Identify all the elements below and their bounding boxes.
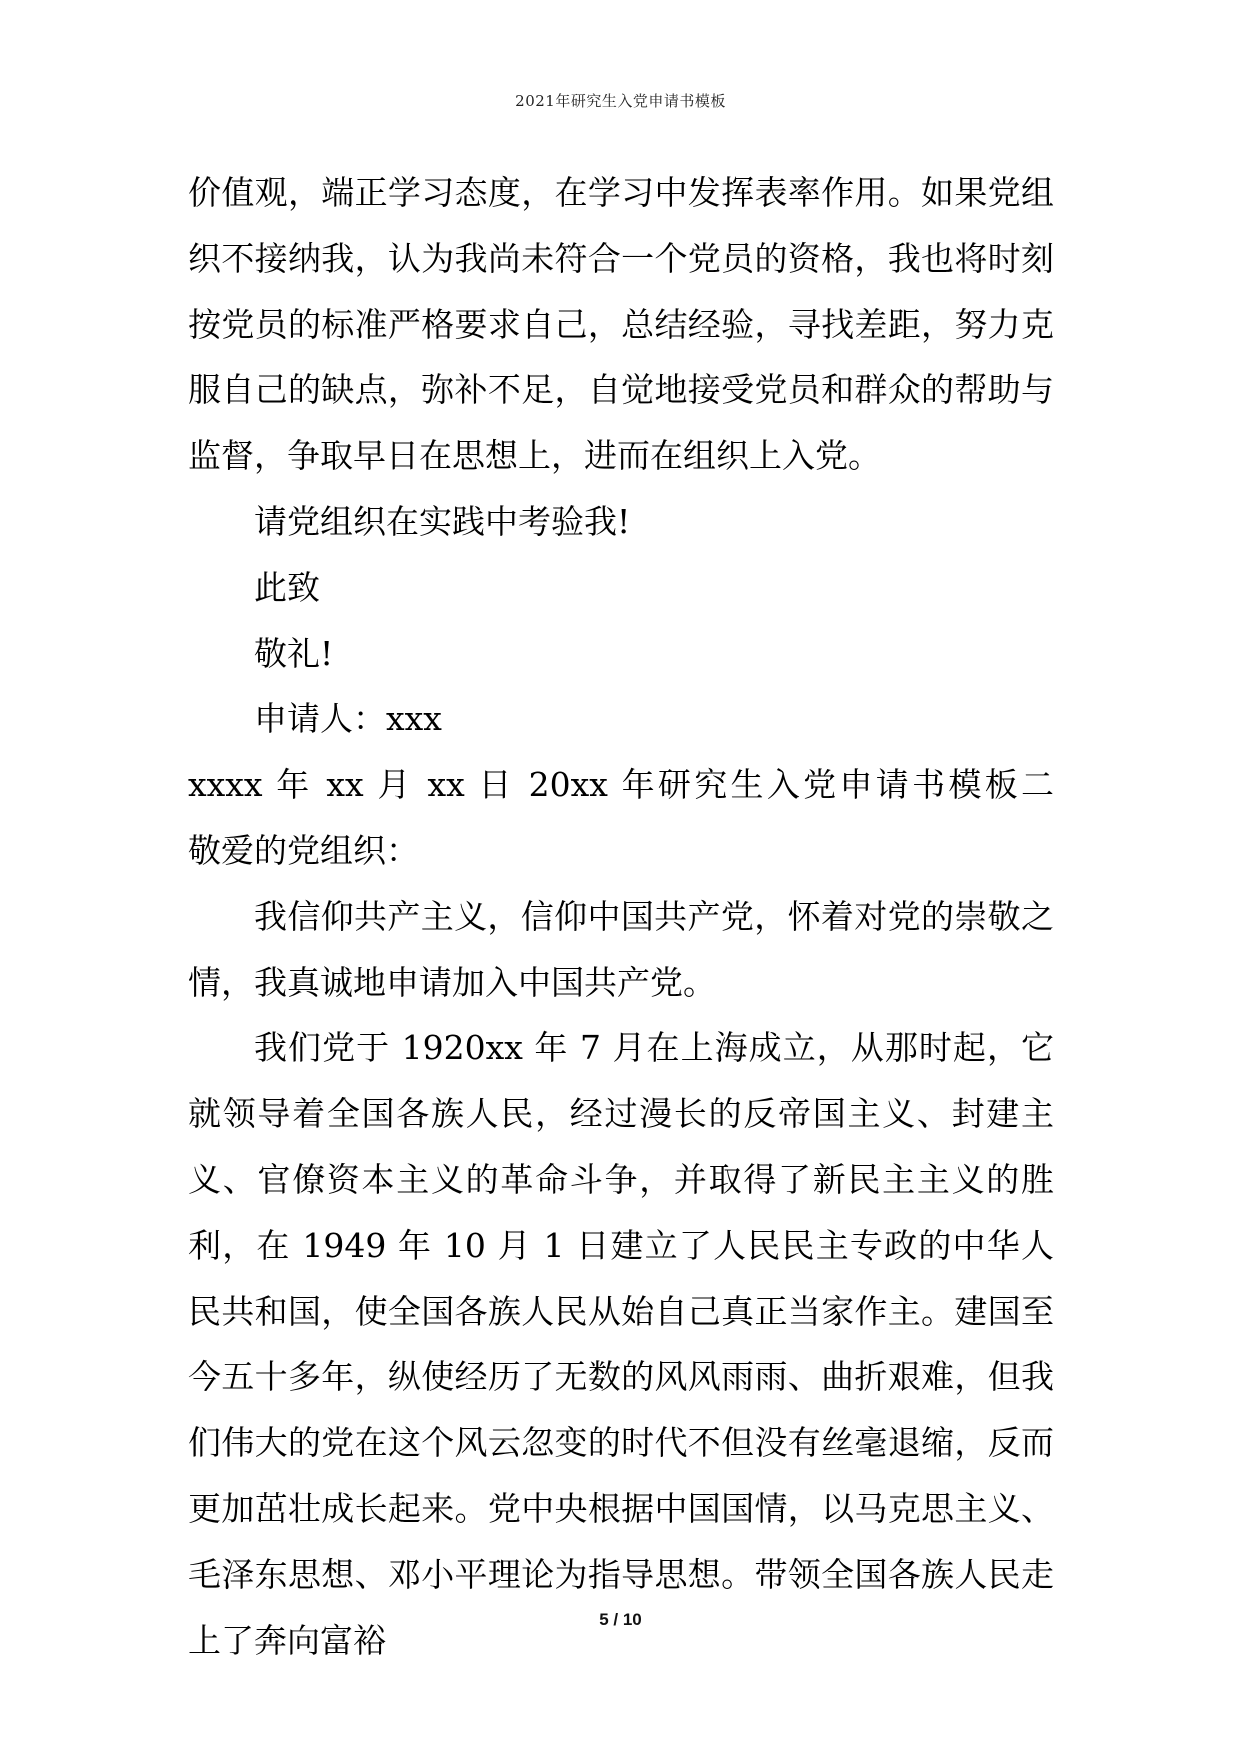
document-body (188, 160, 1054, 1673)
closing-jingli: 敬礼! (254, 633, 334, 673)
salutation: 敬爱的党组织： (188, 830, 419, 870)
paragraph-continued-pledge: 价值观，端正学习态度，在学习中发挥表率作用。如果党组织不接纳我，认为我尚未符合一个党员的资格，我也将时刻按党员的标准严格要求自己，总结经验，寻找差距，努力克服自己的缺点，弥补不足，自觉地接受党员和群众的帮助与监督，争取早日在思想上，进而在组织上入党。 (188, 173, 1054, 476)
page-number: 5 / 10 (599, 1610, 642, 1629)
closing-cizhi: 此致 (254, 567, 320, 607)
paragraph-test-me: 请党组织在实践中考验我! (254, 501, 631, 541)
date-and-template-title: xxxx 年 xx 月 xx 日 20xx 年研究生入党申请书模板二 (188, 765, 1054, 805)
paragraph-party-history: 我们党于 1920xx 年 7 月在上海成立，从那时起，它就领导着全国各族人民，经过漫长的反帝国主义、封建主义、官僚资本主义的革命斗争，并取得了新民主主义的胜利，在 1949 年 10 月 1 日建立了人民民主专政的中华人民共和国，使全国各族人民从始自己真正当家作主。建国至今五十多年，纵使经历了无数的风风雨雨、曲折艰难，但我们伟大的党在这个风云忽变的时代不但没有丝毫退缩，反而更加茁壮成长起来。党中央根据中国国情，以马克思主义、毛泽东思想、邓小平理论为指导思想。带领全国各族人民走上了奔向富裕 (188, 1028, 1054, 1660)
applicant-signature: 申请人：xxx (254, 699, 442, 739)
running-header: 2021年研究生入党申请书模板 (515, 92, 726, 110)
paragraph-belief: 我信仰共产主义，信仰中国共产党，怀着对党的崇敬之情，我真诚地申请加入中国共产党。 (188, 896, 1054, 1002)
